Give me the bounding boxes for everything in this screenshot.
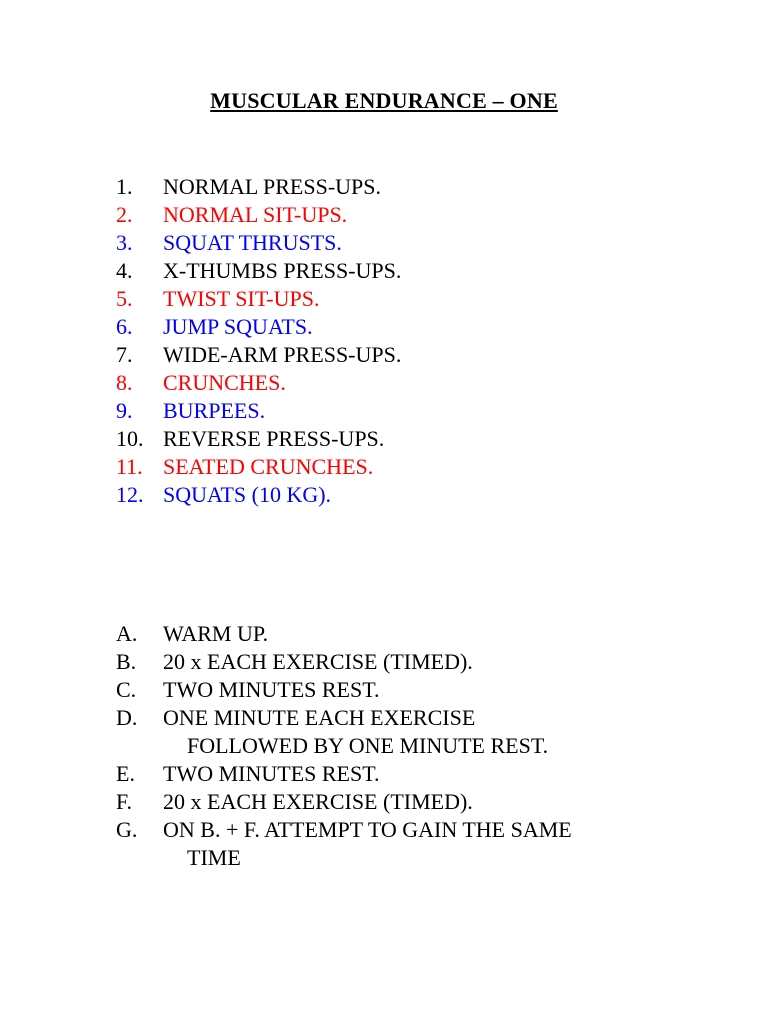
instruction-item <box>116 620 572 648</box>
instruction-item <box>116 788 572 816</box>
exercise-item <box>116 285 401 313</box>
instruction-list <box>116 620 572 872</box>
exercise-text: NORMAL PRESS-UPS. <box>163 174 382 199</box>
exercise-number: 6. <box>116 314 133 339</box>
instruction-text: TWO MINUTES REST. <box>163 761 380 786</box>
exercise-item <box>116 173 401 201</box>
exercise-text: X-THUMBS PRESS-UPS. <box>163 258 402 283</box>
exercise-number: 5. <box>116 286 133 311</box>
exercise-item <box>116 201 401 229</box>
instruction-item <box>116 760 572 788</box>
instruction-letter: A. <box>116 621 138 646</box>
exercise-item <box>116 369 401 397</box>
exercise-item <box>116 397 401 425</box>
exercise-text: WIDE-ARM PRESS-UPS. <box>163 342 402 367</box>
exercise-text: JUMP SQUATS. <box>163 314 313 339</box>
instruction-letter: B. <box>116 649 137 674</box>
exercise-text: TWIST SIT-UPS. <box>163 286 320 311</box>
exercise-list <box>116 173 401 509</box>
exercise-number: 9. <box>116 398 133 423</box>
exercise-number: 12. <box>116 482 144 507</box>
exercise-item <box>116 229 401 257</box>
instruction-letter: E. <box>116 761 135 786</box>
exercise-number: 10. <box>116 426 144 451</box>
exercise-text: BURPEES. <box>163 398 266 423</box>
instruction-text: ONE MINUTE EACH EXERCISE <box>163 705 476 730</box>
exercise-item <box>116 453 401 481</box>
instruction-text: 20 x EACH EXERCISE (TIMED). <box>163 649 473 674</box>
instruction-text: TWO MINUTES REST. <box>163 677 380 702</box>
exercise-number: 2. <box>116 202 133 227</box>
exercise-item <box>116 425 401 453</box>
exercise-number: 7. <box>116 342 133 367</box>
exercise-text: SQUATS (10 KG). <box>163 482 332 507</box>
exercise-item <box>116 313 401 341</box>
instruction-letter: C. <box>116 677 137 702</box>
instruction-letter: F. <box>116 789 132 814</box>
exercise-number: 4. <box>116 258 133 283</box>
exercise-text: SQUAT THRUSTS. <box>163 230 342 255</box>
exercise-text: NORMAL SIT-UPS. <box>163 202 348 227</box>
instruction-item <box>116 816 572 872</box>
instruction-continuation: FOLLOWED BY ONE MINUTE REST. <box>187 733 549 758</box>
exercise-number: 8. <box>116 370 133 395</box>
exercise-number: 3. <box>116 230 133 255</box>
exercise-text: REVERSE PRESS-UPS. <box>163 426 385 451</box>
exercise-number: 11. <box>116 454 143 479</box>
instruction-item <box>116 648 572 676</box>
instruction-letter: G. <box>116 817 138 842</box>
instruction-text: ON B. + F. ATTEMPT TO GAIN THE SAME <box>163 817 572 842</box>
instruction-item <box>116 704 572 760</box>
exercise-item <box>116 257 401 285</box>
exercise-item <box>116 341 401 369</box>
page-title: MUSCULAR ENDURANCE – ONE <box>210 88 558 113</box>
exercise-text: CRUNCHES. <box>163 370 286 395</box>
instruction-continuation: TIME <box>187 845 241 870</box>
instruction-text: WARM UP. <box>163 621 269 646</box>
exercise-number: 1. <box>116 174 133 199</box>
exercise-item <box>116 481 401 509</box>
instruction-letter: D. <box>116 705 138 730</box>
exercise-text: SEATED CRUNCHES. <box>163 454 374 479</box>
instruction-text: 20 x EACH EXERCISE (TIMED). <box>163 789 473 814</box>
instruction-item <box>116 676 572 704</box>
